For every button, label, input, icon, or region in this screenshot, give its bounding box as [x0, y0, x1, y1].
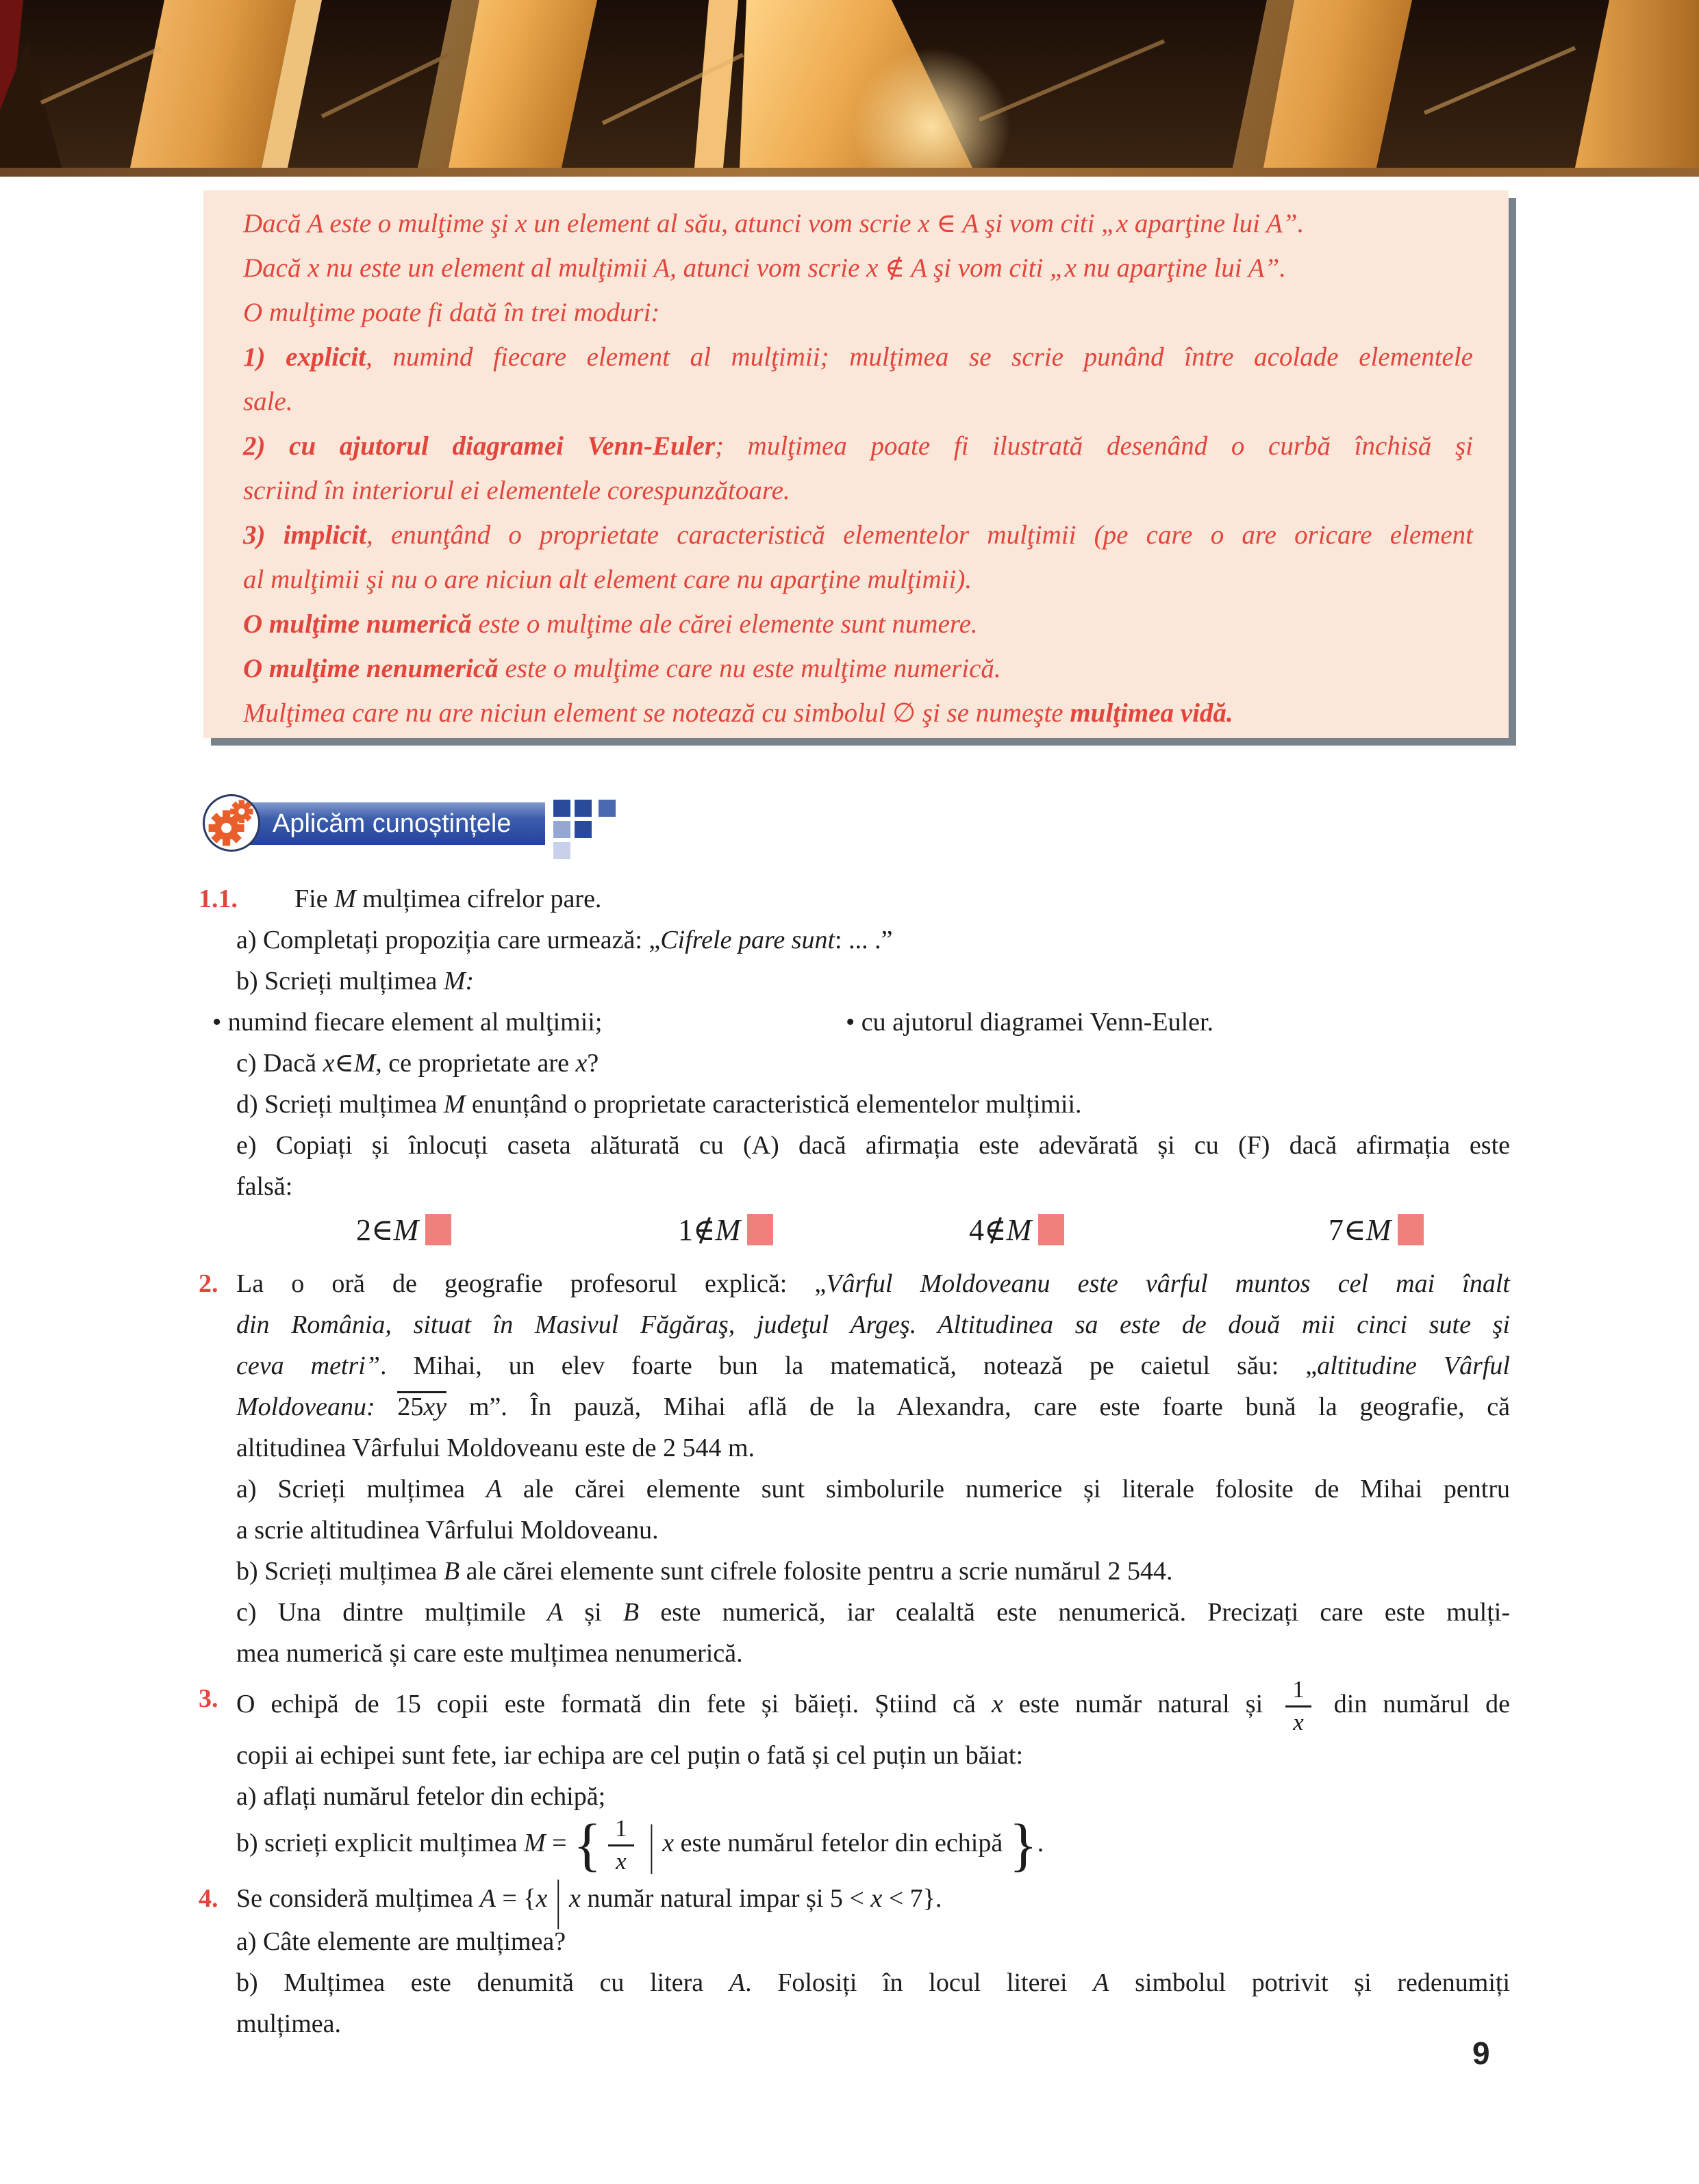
- exercise-1-1-item-d: d) Scrieți mulțimea M enunțând o proprietate caracteristică elementelor mulțimii.: [236, 1090, 1082, 1119]
- true-false-row: [236, 1210, 1510, 1259]
- exercise-3-item-a: a) aflați numărul fetelor din echipă;: [236, 1781, 606, 1811]
- badge-label: Aplicăm cunoștințele: [273, 809, 512, 838]
- exercise-1-1-item-a: a) Completați propoziția care urmează: „Cifrele pare sunt: ... .”: [236, 926, 893, 954]
- info-line: sale.: [243, 387, 293, 416]
- info-line: Mulţimea care nu are niciun element se notează cu simbolul ∅ şi se numeşte mulţimea vidă.: [243, 698, 1233, 728]
- exercise-1-1-statement: Fie M mulțimea cifrelor pare.: [294, 885, 602, 913]
- exercise-2-item-a: a) Scrieți mulțimea A ale cărei elemente sunt simbolurile numerice și literale folosite de Mihai pentru: [236, 1475, 1510, 1503]
- statement-with-answer-box: 4∉M: [969, 1210, 1064, 1251]
- exercise-2-statement: din România, situat în Masivul Făgăraş, judeţul Argeş. Altitudinea sa este de două mii cinci sute şi: [236, 1310, 1510, 1339]
- exercise-4-item-a: a) Câte elemente are mulțimea?: [236, 1927, 566, 1956]
- exercise-2: [199, 1263, 1510, 1674]
- answer-box: [1398, 1214, 1424, 1245]
- pixel-squares-icon: [553, 800, 622, 861]
- header-image: [0, 0, 1699, 168]
- exercise-1-1-bullets: [212, 1002, 1510, 1043]
- exercise-2-statement: Moldoveanu: 25xy m”. În pauză, Mihai află de la Alexandra, care este foarte bună la geografie, că: [236, 1393, 1510, 1421]
- golden-cubes-illustration: [0, 0, 1699, 168]
- page-number: 9: [1472, 2035, 1490, 2071]
- answer-box: [747, 1214, 773, 1245]
- exercise-3: [199, 1676, 1510, 1878]
- exercise-2-item-c: c) Una dintre mulțimile A și B este numerică, iar cealaltă este nenumerică. Precizați care este mulți-: [236, 1598, 1510, 1627]
- exercise-3-statement: copii ai echipei sunt fete, iar echipa are cel puțin o fată și cel puțin un băiat:: [236, 1740, 1024, 1770]
- exercise-number: 3.: [199, 1684, 218, 1713]
- bullet-item: • numind fiecare element al mulţimii;: [212, 1008, 603, 1037]
- answer-box: [1038, 1214, 1064, 1245]
- exercise-number: 2.: [199, 1269, 218, 1298]
- section-badge: [203, 793, 614, 861]
- info-line: 3) implicit, enunţând o proprietate caracteristică elementelor mulţimii (pe care o are oricare element: [243, 520, 1473, 550]
- answer-box: [425, 1214, 451, 1245]
- exercise-4: [199, 1870, 1510, 2044]
- exercise-2-item-b: b) Scrieți mulțimea B ale cărei elemente sunt cifrele folosite pentru a scrie numărul 2 544.: [236, 1557, 1173, 1586]
- exercise-3-item-b: b) scrieți explicit mulțimea M = { $\frac{1}{x}$ | x este numărul fetelor din echipă }.: [236, 1813, 1044, 1878]
- exercise-2-item-a-cont: a scrie altitudinea Vârfului Moldoveanu.: [236, 1516, 659, 1545]
- exercise-1-1-item-c: c) Dacă x∈M, ce proprietate are x?: [236, 1049, 599, 1078]
- exercise-4-statement: Se consideră mulțimea A = {x | x număr natural impar și 5 < x < 7}.: [236, 1870, 942, 1931]
- statement-with-answer-box: 7∈M: [1329, 1210, 1424, 1251]
- info-line: 1) explicit, numind fiecare element al mulţimii; mulţimea se scrie punând între acolade elementele: [243, 342, 1473, 372]
- exercise-2-statement: altitudinea Vârfului Moldoveanu este de 2 544 m.: [236, 1434, 755, 1462]
- bullet-item: • cu ajutorul diagramei Venn-Euler.: [846, 1008, 1214, 1037]
- exercises-section: [199, 878, 1510, 2044]
- exercise-2-item-c-cont: mea numerică și care este mulțimea nenumerică.: [236, 1639, 743, 1668]
- info-line: scriind în interiorul ei elementele corespunzătoare.: [243, 476, 790, 505]
- info-line: Dacă x nu este un element al mulţimii A, atunci vom scrie x ∉ A şi vom citi „x nu aparţine lui A”.: [243, 253, 1286, 283]
- badge-bar: [229, 802, 545, 845]
- info-line: Dacă A este o mulţime şi x un element al său, atunci vom scrie x ∈ A şi vom citi „x aparţine lui A”.: [243, 209, 1305, 238]
- info-line: al mulţimii şi nu o are niciun alt element care nu aparţine mulţimii).: [243, 565, 972, 594]
- statement-with-answer-box: 2∈M: [356, 1210, 451, 1251]
- header-divider-bar: [0, 168, 1699, 177]
- info-box: [203, 190, 1509, 738]
- exercise-number: 1.1.: [199, 885, 238, 913]
- info-line: O mulţime nenumerică este o mulţime care nu este mulţime numerică.: [243, 654, 1001, 683]
- exercise-4-item-b: b) Mulțimea este denumită cu litera A. Folosiți în locul literei A simbolul potrivit și redenumiți: [236, 1968, 1510, 1997]
- exercise-1-1: [199, 878, 1510, 1259]
- exercise-1-1-item-e: e) Copiați și înlocuți caseta alăturată cu (A) dacă afirmația este adevărată și cu (F) dacă afirmația este: [236, 1131, 1510, 1160]
- info-line: O mulţime numerică este o mulţime ale cărei elemente sunt numere.: [243, 609, 978, 639]
- exercise-1-1-item-e-cont: falsă:: [236, 1172, 293, 1201]
- exercise-4-item-b-cont: mulțimea.: [236, 2009, 342, 2038]
- exercise-1-1-item-b: b) Scrieți mulțimea M:: [236, 967, 475, 995]
- info-line: 2) cu ajutorul diagramei Venn-Euler; mulţimea poate fi ilustrată desenând o curbă închisă şi: [243, 431, 1474, 461]
- gears-icon: [203, 794, 260, 852]
- exercise-2-statement: La o oră de geografie profesorul explică: „Vârful Moldoveanu este vârful muntos cel mai înalt: [236, 1269, 1510, 1298]
- exercise-2-statement: ceva metri”. Mihai, un elev foarte bun la matematică, notează pe caietul său: „altitudine Vârful: [236, 1351, 1510, 1380]
- statement-with-answer-box: 1∉M: [678, 1210, 773, 1251]
- exercise-number: 4.: [199, 1883, 218, 1913]
- info-line: O mulţime poate fi dată în trei moduri:: [243, 298, 660, 327]
- exercise-3-statement: O echipă de 15 copii este formată din fete și băieți. Știind că x este număr natural și $\frac{1}{x}$ din numărul de: [236, 1676, 1510, 1736]
